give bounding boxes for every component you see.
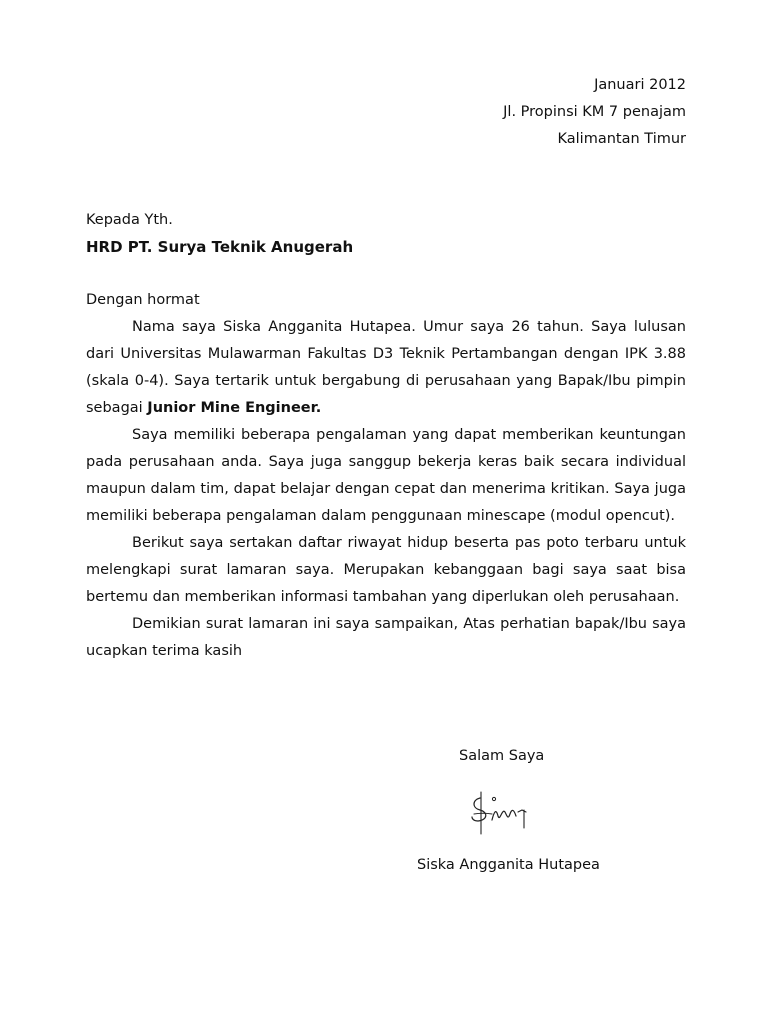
paragraph-experience: Saya memiliki beberapa pengalaman yang dapat memberikan keuntungan pada perusahaan anda. Saya juga sanggup bekerja keras baik secara individual maupun dalam tim, dapat belajar dengan cepat dan menerima kritikan. Saya juga memiliki beberapa pengalaman dalam penggunaan minescape (modul opencut). [86,427,686,524]
sender-region: Kalimantan Timur [557,131,686,147]
handwritten-signature [466,790,536,838]
letter-date: Januari 2012 [594,77,686,93]
sender-address-block [503,72,686,153]
signer-name: Siska Angganita Hutapea [417,857,600,873]
closing-phrase: Salam Saya [459,748,545,764]
recipient-salutation: Kepada Yth. [86,212,173,228]
paragraph-attachments: Berikut saya sertakan daftar riwayat hidup beserta pas poto terbaru untuk melengkapi surat lamaran saya. Merupakan kebanggaan bagi saya saat bisa bertemu dan memberikan informasi tambahan yang diperlukan oleh perusahaan. [86,535,686,605]
letter-greeting: Dengan hormat [86,292,200,308]
recipient-block [86,207,353,261]
letter-body [86,287,686,665]
introduction-text: Nama saya Siska Angganita Hutapea. Umur saya 26 tahun. Saya lulusan dari Universitas Mulawarman Fakultas D3 Teknik Pertambangan dengan IPK 3.88 (skala 0-4). Saya tertarik untuk bergabung di perusahaan yang Bapak/Ibu pimpin sebagai [86,319,686,416]
paragraph-introduction [86,314,686,422]
sender-street: Jl. Propinsi KM 7 penajam [503,104,686,120]
applied-position: Junior Mine Engineer. [147,400,322,416]
recipient-company: HRD PT. Surya Teknik Anugerah [86,238,354,256]
paragraph-closing: Demikian surat lamaran ini saya sampaikan, Atas perhatian bapak/Ibu saya ucapkan terima kasih [86,616,686,659]
